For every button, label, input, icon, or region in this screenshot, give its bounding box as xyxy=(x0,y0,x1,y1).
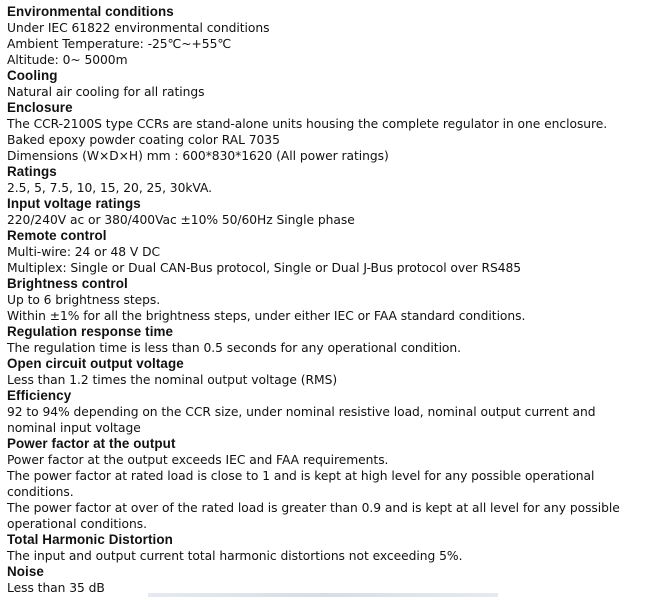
section-text-line: Up to 6 brightness steps. xyxy=(7,293,161,307)
section-text-line: Dimensions (W×D×H) mm : 600*830*1620 (All power ratings) xyxy=(7,149,389,163)
section-regulation-response-time xyxy=(7,324,641,356)
section-heading: Environmental conditions xyxy=(7,4,174,19)
section-power-factor-at-output xyxy=(7,436,641,532)
section-brightness-control xyxy=(7,276,641,324)
section-text-line: The input and output current total harmonic distortions not exceeding 5%. xyxy=(7,549,463,563)
section-text-line: The power factor at rated load is close to 1 and is kept at high level for any possible operational conditions. xyxy=(7,469,595,499)
section-heading: Brightness control xyxy=(7,276,128,291)
section-heading: Noise xyxy=(7,564,44,579)
section-heading: Enclosure xyxy=(7,100,73,115)
section-heading: Ratings xyxy=(7,164,57,179)
section-environmental-conditions xyxy=(7,4,641,68)
section-text-line: The CCR-2100S type CCRs are stand-alone units housing the complete regulator in one enclosure. xyxy=(7,117,608,131)
section-text-line: Altitude: 0~ 5000m xyxy=(7,53,128,67)
section-text-line: Less than 35 dB xyxy=(7,581,105,595)
section-remote-control xyxy=(7,228,641,276)
section-text-line: Baked epoxy powder coating color RAL 7035 xyxy=(7,133,280,147)
bottom-divider-bar xyxy=(148,593,498,597)
section-heading: Cooling xyxy=(7,68,58,83)
section-heading: Input voltage ratings xyxy=(7,196,141,211)
section-text-line: Under IEC 61822 environmental conditions xyxy=(7,21,270,35)
section-text-line: Less than 1.2 times the nominal output voltage (RMS) xyxy=(7,373,338,387)
section-text-line: 92 to 94% depending on the CCR size, under nominal resistive load, nominal output current and nominal input voltage xyxy=(7,405,596,435)
section-heading: Remote control xyxy=(7,228,107,243)
section-heading: Power factor at the output xyxy=(7,436,176,451)
section-input-voltage-ratings xyxy=(7,196,641,228)
section-text-line: 220/240V ac or 380/400Vac ±10% 50/60Hz Single phase xyxy=(7,213,355,227)
section-text-line: Within ±1% for all the brightness steps, under either IEC or FAA standard conditions. xyxy=(7,309,526,323)
section-heading: Regulation response time xyxy=(7,324,174,339)
section-text-line: Power factor at the output exceeds IEC and FAA requirements. xyxy=(7,453,389,467)
section-cooling xyxy=(7,68,641,100)
section-text-line: Natural air cooling for all ratings xyxy=(7,85,205,99)
section-noise xyxy=(7,564,641,596)
section-heading: Total Harmonic Distortion xyxy=(7,532,173,547)
section-total-harmonic-distortion xyxy=(7,532,641,564)
section-open-circuit-output-voltage xyxy=(7,356,641,388)
section-text-line: The regulation time is less than 0.5 seconds for any operational condition. xyxy=(7,341,462,355)
section-text-line: Multiplex: Single or Dual CAN-Bus protocol, Single or Dual J-Bus protocol over RS485 xyxy=(7,261,522,275)
section-ratings xyxy=(7,164,641,196)
section-text-line: The power factor at over of the rated load is greater than 0.9 and is kept at all level for any possible operational conditions. xyxy=(7,501,620,531)
section-text-line: Multi-wire: 24 or 48 V DC xyxy=(7,245,161,259)
spec-document xyxy=(7,4,641,596)
section-heading: Efficiency xyxy=(7,388,72,403)
section-efficiency xyxy=(7,388,641,436)
section-heading: Open circuit output voltage xyxy=(7,356,184,371)
section-enclosure xyxy=(7,100,641,164)
section-text-line: 2.5, 5, 7.5, 10, 15, 20, 25, 30kVA. xyxy=(7,181,212,195)
section-text-line: Ambient Temperature: -25℃~+55℃ xyxy=(7,37,232,51)
